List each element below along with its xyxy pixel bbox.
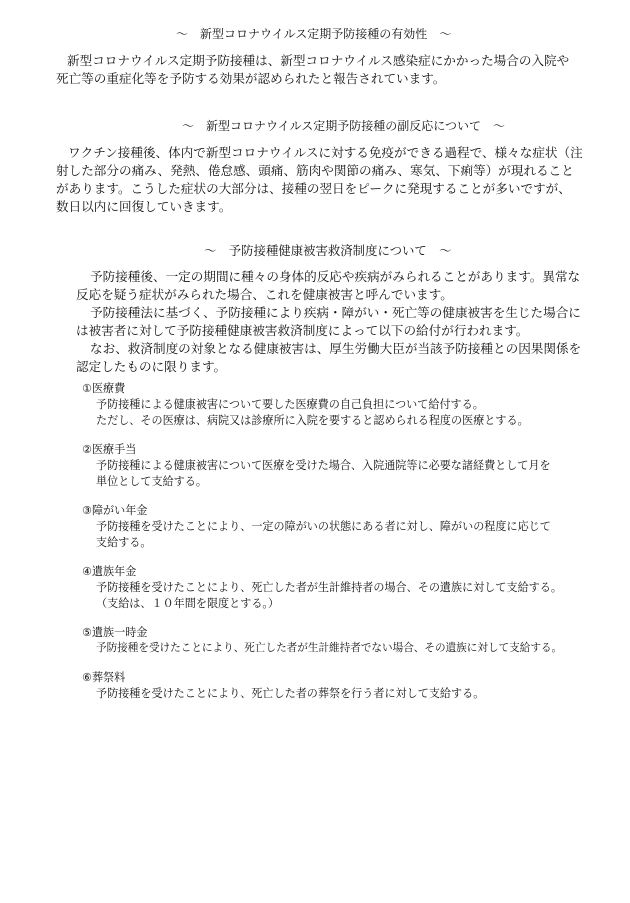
paragraph-line: 数日以内に回復していきます。 (56, 199, 232, 214)
paragraph-line: 予防接種後、一定の期間に種々の身体的反応や疾病がみられることがあります。異常な (90, 269, 581, 284)
paragraph-line: なお、救済制度の対象となる健康被害は、厚生労働大臣が当該予防接種との因果関係を (90, 341, 582, 356)
paragraph-line: ワクチン接種後、体内で新型コロナウイルスに対する免疫ができる過程で、様々な症状（注 (68, 145, 583, 160)
benefit-heading: ②医療手当 (82, 443, 137, 456)
paragraph-line: 死亡等の重症化等を予防する効果が認められたと報告されています。 (56, 71, 446, 86)
section-title: ～ 新型コロナウイルス定期予防接種の副反応について ～ (182, 119, 506, 133)
benefit-heading: ①医療費 (82, 382, 126, 395)
benefit-text: 単位として支給する。 (96, 475, 207, 488)
benefit-text: 支給する。 (96, 536, 152, 549)
paragraph-line: 予防接種法に基づく、予防接種により疾病・障がい・死亡等の健康被害を生じた場合に (90, 305, 581, 320)
benefit-text: 予防接種による健康被害について要した医療費の自己負担について給付する。 (96, 398, 484, 411)
benefit-text: 予防接種による健康被害について医療を受けた場合、入院通院等に必要な諸経費として月を (96, 459, 551, 472)
benefit-heading: ④遺族年金 (82, 565, 137, 578)
paragraph-line: 射した部分の痛み、発熱、倦怠感、頭痛、筋肉や関節の痛み、寒気、下痢等）が現れること (56, 163, 574, 178)
paragraph-line: 反応を疑う症状がみられた場合、これを健康被害と呼んでいます。 (76, 287, 453, 302)
paragraph-line: 認定したものに限ります。 (76, 359, 227, 374)
benefit-text: 予防接種を受けたことにより、一定の障がいの状態にある者に対し、障がいの程度に応じて (96, 520, 551, 533)
benefit-text: 予防接種を受けたことにより、死亡した者が生計維持者でない場合、その遺族に対して支給する。 (96, 642, 563, 654)
benefit-heading: ③障がい年金 (82, 504, 148, 517)
benefit-text: （支給は、１０年間を限度とする。） (96, 597, 280, 610)
paragraph-line: があります。こうした症状の大部分は、接種の翌日をピークに発現することが多いですが、 (56, 181, 571, 196)
benefit-text: 予防接種を受けたことにより、死亡した者が生計維持者の場合、その遺族に対して支給する。 (96, 581, 562, 594)
paragraph-line: は被害者に対して予防接種健康被害救済制度によって以下の給付が行われます。 (76, 323, 529, 338)
benefit-text: 予防接種を受けたことにより、死亡した者の葬祭を行う者に対して支給する。 (96, 687, 485, 700)
benefit-heading: ⑤遺族一時金 (82, 626, 148, 639)
section-title: ～ 予防接種健康被害救済制度について ～ (204, 243, 452, 258)
benefit-text: ただし、その医療は、病院又は診療所に入院を要すると認められる程度の医療とする。 (96, 414, 529, 427)
section-title: ～ 新型コロナウイルス定期予防接種の有効性 ～ (176, 27, 452, 41)
benefit-heading: ⑥葬祭料 (82, 671, 126, 684)
paragraph-line: 新型コロナウイルス定期予防接種は、新型コロナウイルス感染症にかかった場合の入院や (67, 53, 570, 68)
